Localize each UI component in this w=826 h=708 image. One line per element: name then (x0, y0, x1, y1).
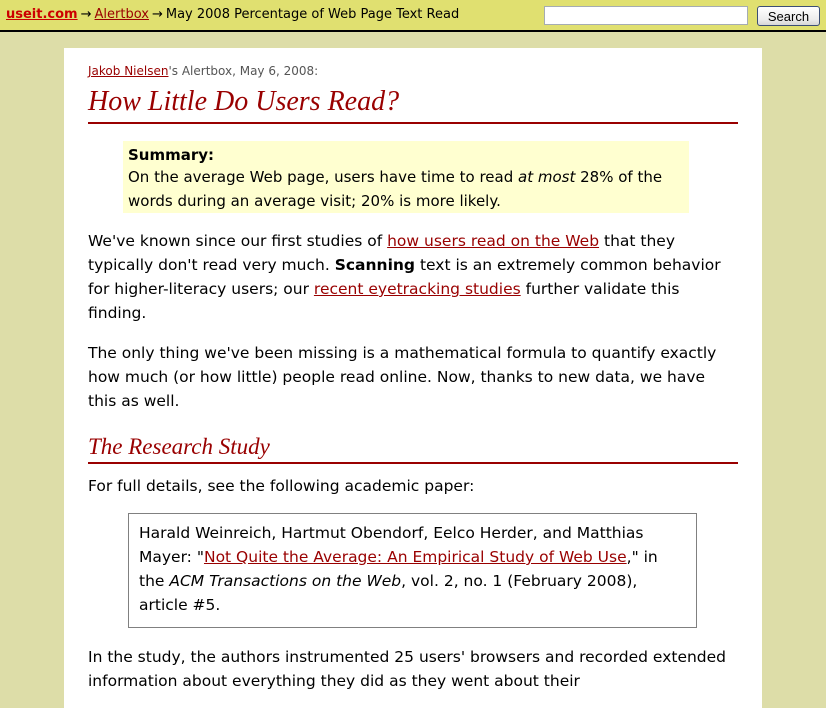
page-title: How Little Do Users Read? (88, 84, 738, 124)
search-input[interactable] (544, 6, 748, 25)
summary-box (123, 141, 689, 213)
breadcrumb-arrow-icon: → (80, 7, 92, 22)
journal-name: ACM Transactions on the Web (169, 572, 402, 590)
byline-text: 's Alertbox, May 6, 2008: (168, 64, 319, 78)
breadcrumb-alertbox-link[interactable]: Alertbox (94, 7, 149, 22)
text: that they typically don't read very much. (88, 232, 676, 274)
breadcrumb-current: May 2008 Percentage of Web Page Text Read (165, 7, 460, 22)
top-bar (0, 0, 826, 32)
text: We've known since our first studies of (88, 232, 388, 250)
eyetracking-studies-link[interactable]: recent eyetracking studies (313, 280, 521, 298)
citation-authors: Harald Weinreich, Hartmut Obendorf, Eelco Herder, and Matthias Mayer: " (139, 524, 644, 566)
paragraph-1 (88, 229, 738, 325)
breadcrumb-arrow-icon: → (151, 7, 163, 22)
section-heading: The Research Study (88, 432, 738, 464)
author-link[interactable]: Jakob Nielsen (88, 64, 169, 78)
article-content (64, 48, 762, 708)
breadcrumb (6, 7, 459, 22)
summary-emphasis: at most (518, 168, 576, 186)
breadcrumb-home-link[interactable]: useit.com (6, 7, 78, 22)
paragraph-3: In the study, the authors instrumented 25 users' browsers and recorded extended information about everything they did as they went about their (88, 648, 727, 690)
search-button[interactable]: Search (757, 6, 820, 26)
citation-details: , vol. 2, no. 1 (February 2008), article #5. (139, 572, 638, 614)
paragraph-2: The only thing we've been missing is a mathematical formula to quantify exactly how much (or how little) people read online. Now, thanks to new data, we have this as well. (88, 344, 717, 410)
citation-text: ," in the (139, 548, 658, 590)
summary-text: On the average Web page, users have time to read (128, 168, 519, 186)
bold-scanning: Scanning (334, 256, 416, 274)
paper-link[interactable]: Not Quite the Average: An Empirical Study of Web Use (203, 548, 627, 566)
how-users-read-link[interactable]: how users read on the Web (387, 232, 600, 250)
text: further validate this finding. (88, 280, 680, 322)
intro-paragraph: For full details, see the following academic paper: (88, 477, 475, 495)
byline (88, 64, 318, 78)
text: text is an extremely common behavior for higher-literacy users; our (88, 256, 721, 298)
citation-box (128, 513, 697, 628)
summary-label: Summary: (128, 146, 215, 164)
summary-text-end: 28% of the words during an average visit; 20% is more likely. (128, 168, 663, 210)
